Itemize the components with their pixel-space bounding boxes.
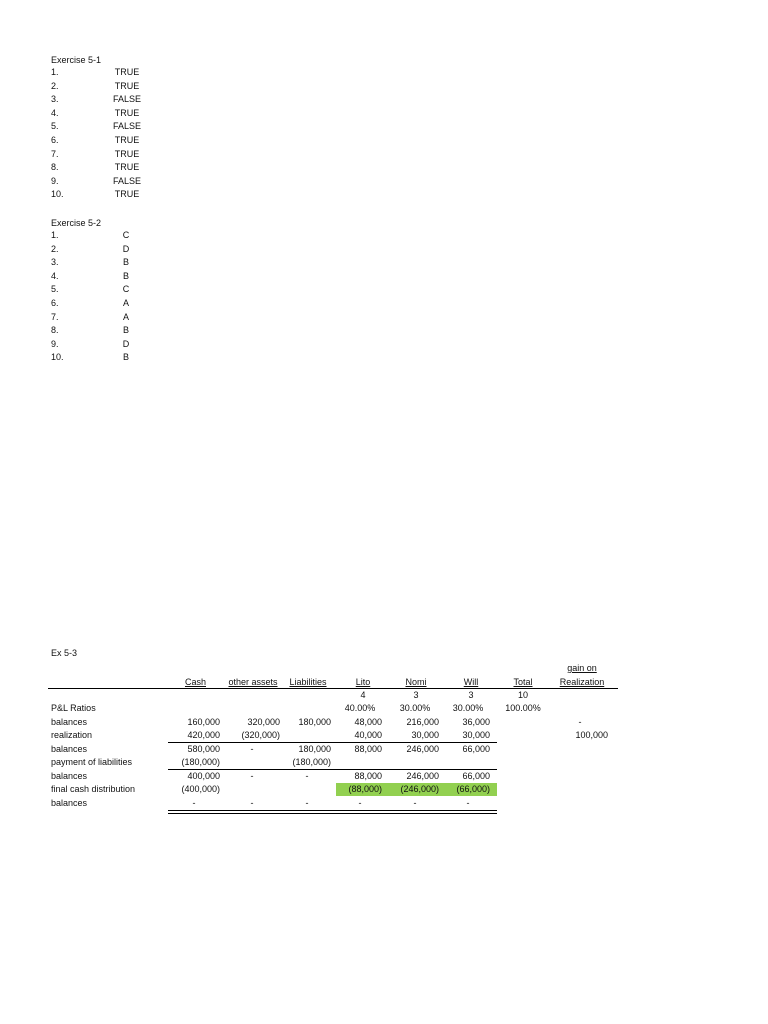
cell-will: - [466, 798, 470, 808]
item-answer: C [122, 284, 130, 295]
cell-cash: - [192, 798, 196, 808]
item-number: 5. [51, 121, 59, 132]
header-total: Total [513, 677, 533, 687]
cell-liab: - [305, 771, 309, 781]
cell-will: 66,000 [462, 771, 490, 781]
cell-liab: - [305, 798, 309, 808]
item-number: 1. [51, 67, 59, 77]
ratio-unit-lito: 4 [360, 690, 366, 700]
cell-cash: 400,000 [187, 771, 220, 781]
cell-will: 30,000 [462, 730, 490, 740]
cell-cash: 420,000 [187, 730, 220, 740]
cell-gain: 100,000 [575, 730, 608, 740]
item-number: 5. [51, 284, 59, 295]
cell-liab: 180,000 [298, 717, 331, 727]
header-cash: Cash [184, 677, 206, 687]
header-gain-line1: gain on [567, 663, 597, 673]
exercise-5-3-title: Ex 5-3 [51, 648, 78, 658]
item-answer: FALSE [112, 94, 141, 105]
cell-will: 30.00% [452, 703, 484, 713]
item-number: 6. [51, 298, 59, 308]
item-number: 2. [51, 80, 59, 91]
cell-will: 66,000 [462, 744, 490, 754]
final-double-rule [168, 810, 497, 814]
header-other-assets: other assets [228, 677, 278, 687]
item-number: 9. [51, 338, 59, 349]
item-number: 10. [51, 189, 64, 200]
item-answer: TRUE [114, 189, 140, 200]
row-label: balances [51, 717, 88, 727]
item-answer: TRUE [114, 67, 140, 77]
item-number: 4. [51, 270, 59, 281]
item-number: 1. [51, 230, 59, 240]
item-number: 3. [51, 257, 59, 268]
item-number: 8. [51, 325, 59, 336]
cell-lito: 48,000 [354, 717, 382, 727]
item-answer: TRUE [114, 162, 140, 173]
ratio-unit-will: 3 [468, 690, 474, 700]
header-liabilities: Liabilities [289, 677, 327, 687]
item-answer: B [122, 257, 129, 268]
item-number: 2. [51, 243, 59, 254]
row-label: P&L Ratios [51, 703, 96, 713]
header-rule [48, 688, 618, 689]
cell-gain: - [578, 717, 582, 727]
item-answer: FALSE [112, 175, 141, 186]
subtotal-rule-1 [168, 742, 497, 743]
row-label: final cash distribution [51, 784, 136, 794]
cell-lito: - [358, 798, 362, 808]
header-lito: Lito [355, 677, 371, 687]
item-answer: C [122, 230, 130, 240]
item-answer: A [122, 298, 129, 308]
item-number: 6. [51, 135, 59, 145]
item-number: 8. [51, 162, 59, 173]
item-number: 4. [51, 107, 59, 118]
row-label: balances [51, 744, 88, 754]
cell-nomi: 30.00% [399, 703, 431, 713]
item-answer: TRUE [114, 135, 140, 145]
header-nomi: Nomi [405, 677, 427, 687]
cell-nomi: 246,000 [406, 771, 439, 781]
cell-lito: 88,000 [354, 771, 382, 781]
subtotal-rule-2 [168, 769, 497, 770]
item-number: 7. [51, 311, 59, 322]
cell-nomi: 30,000 [411, 730, 439, 740]
ratio-unit-nomi: 3 [413, 690, 419, 700]
exercise-5-2-title: Exercise 5-2 [51, 218, 102, 228]
header-gain-line2: Realization [559, 677, 605, 687]
cell-lito: 40,000 [354, 730, 382, 740]
cell-lito: (88,000) [338, 784, 382, 795]
item-number: 3. [51, 94, 59, 105]
item-answer: TRUE [114, 148, 140, 159]
item-number: 7. [51, 148, 59, 159]
item-answer: B [122, 352, 129, 363]
item-answer: B [122, 270, 129, 281]
item-answer: D [122, 243, 130, 254]
cell-other: - [250, 798, 254, 808]
cell-total: 100.00% [505, 703, 541, 713]
item-answer: TRUE [114, 107, 140, 118]
item-answer: D [122, 338, 130, 349]
cell-liab: (180,000) [292, 757, 331, 767]
row-label: balances [51, 771, 88, 781]
row-label: balances [51, 798, 88, 808]
item-answer: A [122, 311, 129, 322]
cell-liab: 180,000 [298, 744, 331, 754]
cell-other: (320,000) [241, 730, 280, 740]
cell-nomi: 216,000 [406, 717, 439, 727]
item-number: 10. [51, 352, 64, 363]
cell-other: 320,000 [247, 717, 280, 727]
cell-other: - [250, 744, 254, 754]
cell-cash: 580,000 [187, 744, 220, 754]
cell-nomi: 246,000 [406, 744, 439, 754]
cell-will: 36,000 [462, 717, 490, 727]
cell-nomi: - [413, 798, 417, 808]
ratio-unit-total: 10 [517, 690, 528, 700]
item-answer: FALSE [112, 121, 141, 132]
cell-other: - [250, 771, 254, 781]
cell-cash: (180,000) [181, 757, 220, 767]
cell-lito: 88,000 [354, 744, 382, 754]
cell-will: (66,000) [446, 784, 490, 795]
cell-nomi: (246,000) [391, 784, 439, 795]
cell-cash: (400,000) [181, 784, 220, 794]
row-label: realization [51, 730, 93, 740]
item-answer: TRUE [114, 80, 140, 91]
item-number: 9. [51, 175, 59, 186]
header-will: Will [463, 677, 479, 687]
item-answer: B [122, 325, 129, 336]
row-label: payment of liabilities [51, 757, 133, 767]
exercise-5-1-title: Exercise 5-1 [51, 55, 102, 65]
cell-cash: 160,000 [187, 717, 220, 727]
cell-lito: 40.00% [344, 703, 376, 713]
